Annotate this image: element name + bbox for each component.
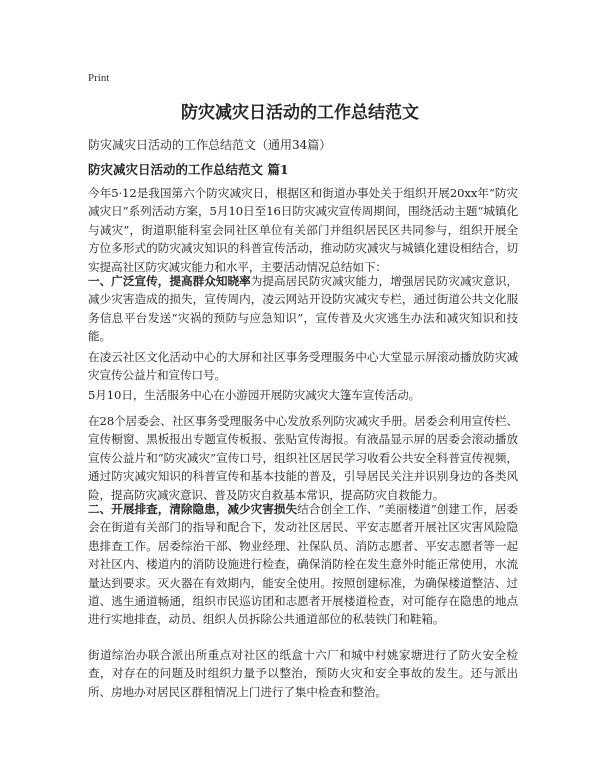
paragraph-screens: 在凌云社区文化活动中心的大屏和社区事务受理服务中心大堂显示屏滚动播放防灾减灾宣传公益片和宣传口号。	[88, 350, 518, 383]
paragraph-lead: 一、广泛宣传，提高群众知晓率	[88, 274, 251, 288]
paragraph-handbooks: 在28个居委会、社区事务受理服务中心发放系列防灾减灾手册。居委会利用宣传栏、宣传橱窗、黑板报出专题宣传板报、张贴宣传海报。有液晶显示屏的居委会滚动播放宣传公益片和“防灾减灾”宣传口号，组织社区居民学习收看公共安全科普宣传视频，通过防灾减灾知识的科普宣传和基本技能的普及，引导居民关注并识别身边的各类风险，提高防灾减灾意识、普及防灾自救基本常识，提高防灾自救能力。	[88, 414, 518, 502]
paragraph-inspection	[88, 500, 518, 629]
section-heading: 防灾减灾日活动的工作总结范文 篇1	[88, 162, 289, 177]
paragraph-caravan: 5月10日，生活服务中心在小游园开展防灾减灾大篷车宣传活动。	[88, 388, 421, 402]
document-subtitle: 防灾减灾日活动的工作总结范文（通用34篇）	[88, 138, 332, 152]
paragraph-body: 结合创全工作、“美丽楼道”创建工作，居委会在街道有关部门的指导和配合下，发动社区居民、平安志愿者开展社区灾害风险隐患排查工作。居委综治干部、物业经理、社保队员、消防志愿者、平安志愿者等一起对社区内、楼道内的消防设施进行检查，确保消防栓在发生意外时能正常使用，水流量达到要求。灭火器在有效期内，能安全使用。按照创建标准，为确保楼道整洁、过道、逃生通道畅通，组织市民巡访团和志愿者开展楼道检查，对可能存在隐患的地点进行实地排查，动员、组织人员拆除公共通道部位的私装铁门和鞋箱。	[88, 502, 518, 627]
paragraph-publicity	[88, 272, 518, 346]
paragraph-fire-check: 街道综治办联合派出所重点对社区的纸盒十六厂和城中村姚家塘进行了防火安全检查，对存在的问题及时组织力量予以整治，预防火灾和安全事故的发生。还与派出所、房地办对居民区群租情况上门进行了集中检查和整治。	[88, 648, 518, 699]
print-link[interactable]: Print	[88, 72, 110, 84]
paragraph-intro: 今年5·12是我国第六个防灾减灾日，根据区和街道办事处关于组织开展20xx年“防灾减灾日”系列活动方案，5月10日至16日防灾减灾宣传周期间，围绕活动主题“城镇化与减灾”，街道职能科室会同社区单位有关部门并组织居民区共同参与，组织开展全方位多形式的防灾减灾知识的科普宣传活动，推动防灾减灾与城镇化建设相结合，切实提高社区防灾减灾能力和水平，主要活动情况总结如下：	[88, 186, 518, 274]
paragraph-lead: 二、开展排查，清除隐患，减少灾害损失	[88, 502, 298, 516]
paragraph-body: 为提高居民防灾减灾能力，增强居民防灾减灾意识，减少灾害造成的损失，宣传周内，凌云网站开设防灾减灾专栏，通过街道公共文化服务信息平台发送“灾祸的预防与应急知识”，宣传普及火灾逃生办法和减灾知识和技能。	[88, 274, 518, 344]
page-title: 防灾减灾日活动的工作总结范文	[181, 103, 419, 123]
